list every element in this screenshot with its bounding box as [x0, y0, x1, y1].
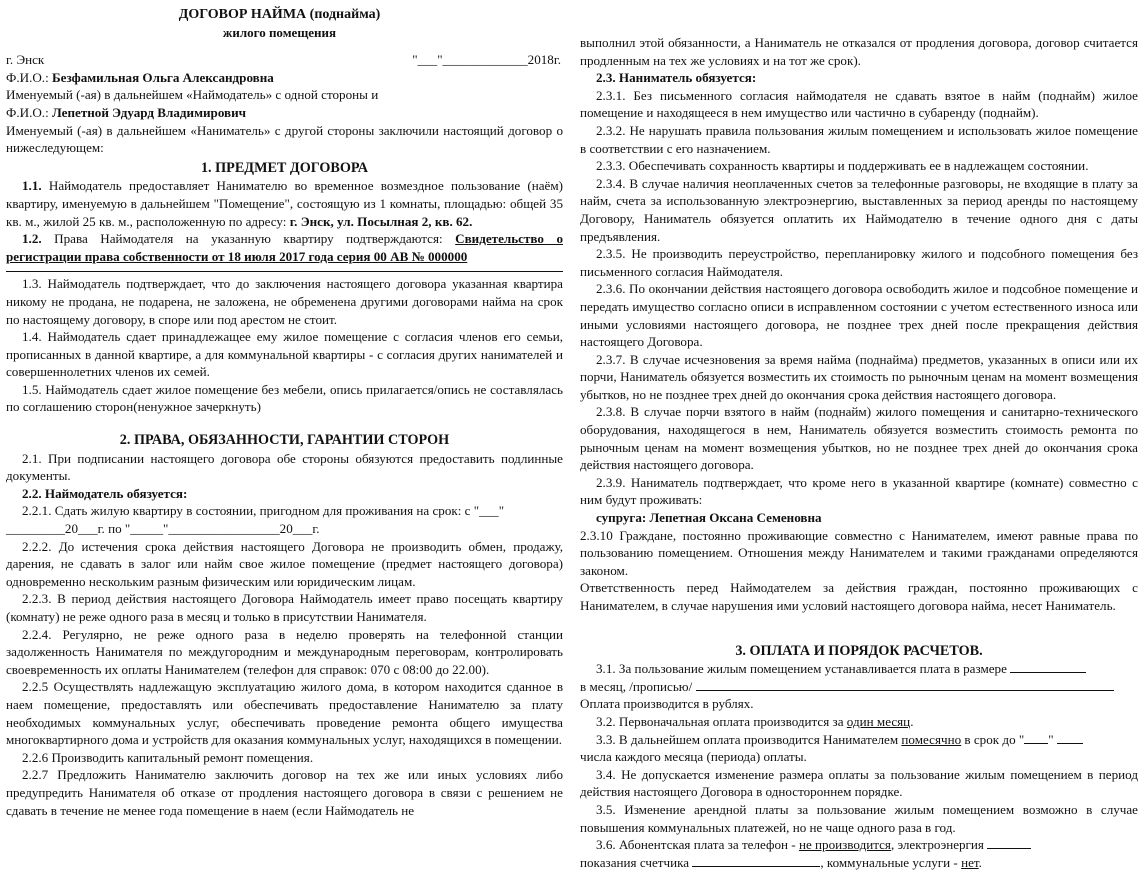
clause-3-1	[580, 660, 1138, 678]
clause-3-5: 3.5. Изменение арендной платы за пользование жилым помещением возможно в случае повышения коммунальных платежей, но не чаще одного раза в год.	[580, 801, 1138, 835]
amount-blank	[1010, 660, 1086, 673]
city: г. Энск	[6, 52, 45, 68]
clause-text: 3.3. В дальнейшем оплата производится Нанимателем	[596, 731, 899, 747]
payment-day-blank-2	[1057, 731, 1083, 744]
clause-2-2-2: 2.2.2. До истечения срока действия настоящего Договора не производить обмен, продажу, дарения, не сдавать в залог или найм свое жилое помещение (предмет настоящего договора) одновременно нескольким разным физическим или юридическим лицам.	[6, 538, 563, 589]
clause-text: 3.6. Абонентская плата за телефон -	[596, 837, 796, 853]
utilities-status: нет	[961, 854, 979, 870]
clause-1-3: 1.3. Наймодатель подтверждает, что до заключения настоящего договора указанная квартира никому не продана, не подарена, не заложена, не обременена другими договорами найма на срок по настоящему договору, в споре или под арестом не стоит.	[6, 276, 563, 327]
spacer	[580, 615, 1138, 643]
ownership-certificate: Свидетельство о регистрации права собственности от 18 июля 2017 года серия 00 АВ № 000000	[6, 231, 563, 264]
cohabitant-spouse: супруга: Лепетная Оксана Семеновна	[596, 510, 822, 526]
section-3-heading: 3. ОПЛАТА И ПОРЯДОК РАСЧЕТОВ.	[735, 642, 983, 659]
clause-2-2-5: 2.2.5 Осуществлять надлежащую эксплуатацию жилого дома, в котором находится сданное в наем помещение, предоставлять или обеспечивать предоставление Нанимателю за плату необходимых коммунальных услуг, обеспечивать проведение ремонта общего имущества многоквартирного дома и устройств для оказания коммунальных услуг, находящихся в помещении.	[6, 679, 563, 748]
clause-2-3-5: 2.3.5. Не производить переустройство, перепланировку жилого и подсобного помещения без письменного согласия Наймодателя.	[580, 246, 1138, 279]
section-2-heading: 2. ПРАВА, ОБЯЗАННОСТИ, ГАРАНТИИ СТОРОН	[119, 432, 450, 449]
clause-2-3-7: 2.3.7. В случае исчезновения за время найма (поднайма) предметов, указанных в описи или их порчи, Наниматель обязуется возместить их стоимость по рыночным ценам на момент возмещения убытков, но не позднее трех дней до окончания срока действия настоящего договора.	[580, 351, 1138, 402]
clause-text: Права Наймодателя на указанную квартиру подтверждаются:	[54, 231, 443, 247]
tenant-line: Именуемый (-ая) в дальнейшем «Наниматель» с другой стороны заключили настоящий договор о нижеследующем:	[6, 122, 563, 156]
clause-2-2-7-continued: выполнил этой обязанности, а Наниматель не отказался от продления договора, договор считается продленным на тех же условиях и на тот же срок).	[580, 35, 1138, 68]
clause-text: Наймодатель предоставляет Нанимателю во временное возмездное пользование (наём) квартиру, именуемую в дальнейшем "Помещение", состоящую из 1 комнаты, площадью: общей 35 кв. м., жилой 25 кв. м., расположенную по адресу:	[6, 178, 563, 229]
clause-number: 1.2.	[22, 231, 42, 247]
clause-3-1-words	[580, 678, 1138, 696]
left-column	[6, 0, 563, 819]
tenant-name: Лепетной Эдуард Владимирович	[52, 104, 247, 120]
clause-text: 3.1. За пользование жилым помещением устанавливается плата в размере	[596, 661, 1007, 677]
document-title: ДОГОВОР НАЙМА (поднайма)	[178, 7, 381, 22]
property-address: г. Энск, ул. Посылная 2, кв. 62.	[289, 213, 473, 229]
clause-1-2	[6, 230, 563, 265]
document-subtitle: жилого помещения	[222, 24, 337, 40]
clause-2-3-4: 2.3.4. В случае наличия неоплаченных счетов за телефонные разговоры, не входящие в плату за найм, счета за использованную электроэнергию, выставленных за период аренды по настоящему Договору, Наниматель обязуется оплатить их Наймодателю в течение одного дня с даты предъявления.	[580, 175, 1138, 244]
clause-2-2-1	[6, 502, 563, 537]
clause-text: электроэнергия	[897, 837, 984, 853]
clause-number: 1.1.	[22, 178, 42, 194]
blank-line	[6, 265, 563, 272]
fio-label: Ф.И.О.:	[6, 104, 49, 120]
payment-day-blank	[1024, 731, 1048, 744]
fio-label: Ф.И.О.:	[6, 69, 49, 85]
clause-text: в срок до "	[964, 731, 1025, 747]
clause-2-2-4: 2.2.4. Регулярно, не реже одного раза в неделю проверять на телефонной станции задолженность Нанимателя по междугородним и международным переговорам, контролировать своевременность их оплаты Нанимателем (телефон для справок: 070 с 08:00 до 22.00).	[6, 626, 563, 677]
payment-frequency: помесячно	[901, 731, 962, 747]
lease-term-blanks: _________20___г. по "_____"_________________20___г.	[6, 521, 320, 537]
electricity-blank	[987, 836, 1031, 849]
clause-2-2-7: 2.2.7 Предложить Нанимателю заключить договор на тех же или иных условиях либо предупредить Нанимателя об отказе от продления настоящего договора в связи с решением не сдавать в течение не менее года помещение в наем (если Наймодатель не	[6, 767, 563, 818]
clause-2-2-3: 2.2.3. В период действия настоящего Договора Наймодатель имеет право посещать квартиру (комнату) не реже одного раза в месяц и только в присутствии Нанимателя.	[6, 591, 563, 624]
spacer	[6, 416, 563, 432]
clause-text: , коммунальные услуги -	[820, 854, 958, 870]
right-column	[580, 0, 1138, 871]
clause-text: в месяц, /прописью/	[580, 678, 693, 694]
contract-date: "___"_____________2018г.	[412, 52, 561, 68]
clause-3-6-cont: показания счетчика , коммунальные услуги - нет.	[580, 854, 982, 870]
clause-2-1: 2.1. При подписании настоящего договора обе стороны обязуются предоставить подлинные документы.	[6, 450, 563, 484]
city-date-row	[6, 51, 563, 69]
clause-2-3-3: 2.3.3. Обеспечивать сохранность квартиры и поддерживать ее в надлежащем состоянии.	[596, 158, 1089, 174]
clause-text: 3.2. Первоначальная оплата производится за	[596, 713, 844, 729]
responsibility-note: Ответственность перед Наймодателем за действия граждан, постоянно проживающих с Нанимателем, в случае нарушения ими условий настоящего договора найма, несет Наниматель.	[580, 580, 1138, 613]
clause-2-3-9: 2.3.9. Наниматель подтверждает, что кроме него в указанной квартире (комнате) совместно с ним будут проживать:	[580, 474, 1138, 508]
clause-1-1	[6, 177, 563, 230]
clause-3-4: 3.4. Не допускается изменение размера оплаты за пользование жилым помещением в период действия настоящего Договора в одностороннем порядке.	[580, 766, 1138, 800]
phone-fee-status: не производится	[798, 837, 891, 853]
clause-2-2-6: 2.2.6 Производить капитальный ремонт помещения.	[22, 749, 314, 765]
clause-2-3-heading: 2.3. Наниматель обязуется:	[596, 70, 757, 86]
clause-1-5: 1.5. Наймодатель сдает жилое помещение без мебели, опись прилагается/опись не составлялась по соглашению сторон(ненужное зачеркнуть)	[6, 381, 563, 415]
clause-3-3	[580, 731, 1138, 749]
clause-2-3-10: 2.3.10 Граждане, постоянно проживающие совместно с Нанимателем, имеют равные права по пользованию помещением. Отношения между Нанимателем и такими гражданами определяются законом.	[580, 527, 1138, 578]
section-1-heading: 1. ПРЕДМЕТ ДОГОВОРА	[200, 159, 369, 176]
tenant-fio	[6, 104, 563, 122]
quote-mark: "	[1048, 731, 1054, 747]
clause-2-2-heading: 2.2. Наймодатель обязуется:	[22, 485, 188, 501]
landlord-line: Именуемый (-ая) в дальнейшем «Наймодатель» с одной стороны и	[6, 87, 379, 103]
clause-text: показания счетчика	[580, 854, 690, 870]
clause-3-6: 3.6. Абонентская плата за телефон - не производится, электроэнергия	[580, 836, 1138, 854]
clause-3-2: 3.2. Первоначальная оплата производится за один месяц.	[596, 713, 914, 729]
meter-reading-blank	[692, 854, 820, 867]
clause-1-4: 1.4. Наймодатель сдает принадлежащее ему жилое помещение с согласия членов его семьи, прописанных в данной квартире, а для коммунальной квартиры - с согласия других нанимателей и совершеннолетних членов их семей.	[6, 329, 563, 380]
landlord-name: Безфамильная Ольга Александровна	[52, 69, 274, 85]
first-payment-period: один месяц	[846, 713, 911, 729]
clause-text: 2.2.1. Сдать жилую квартиру в состоянии, пригодном для проживания на срок: с "___"	[22, 503, 505, 519]
clause-2-3-8: 2.3.8. В случае порчи взятого в найм (поднайм) жилого помещения и санитарно-технического оборудования, находящегося в нем, Наниматель обязуется возместить стоимость ремонта по рыночным ценам на момент возмещения убытков, но не позднее трех дней до окончания срока действия настоящего договора.	[580, 404, 1138, 473]
amount-words-blank	[696, 678, 1114, 691]
clause-3-1-currency: Оплата производится в рублях.	[580, 696, 754, 712]
clause-2-3-2: 2.3.2. Не нарушать правила пользования жилым помещением и использовать жилое помещение в соответствии с его назначением.	[580, 122, 1138, 156]
clause-3-3-cont: числа каждого месяца (периода) оплаты.	[580, 749, 807, 765]
landlord-fio	[6, 69, 563, 87]
clause-2-3-6: 2.3.6. По окончании действия настоящего договора освободить жилое и подсобное помещение и передать имущество согласно описи в исправленном состоянии с учетом естественного износа или иными условиями настоящего договора, не позднее трех дней после прекращения действия настоящего Договора.	[580, 281, 1138, 350]
clause-2-3-1: 2.3.1. Без письменного согласия наймодателя не сдавать взятое в найм (поднайм) жилое помещение и находящееся в нем имущество или частично в субаренду (поднайм).	[580, 87, 1138, 121]
